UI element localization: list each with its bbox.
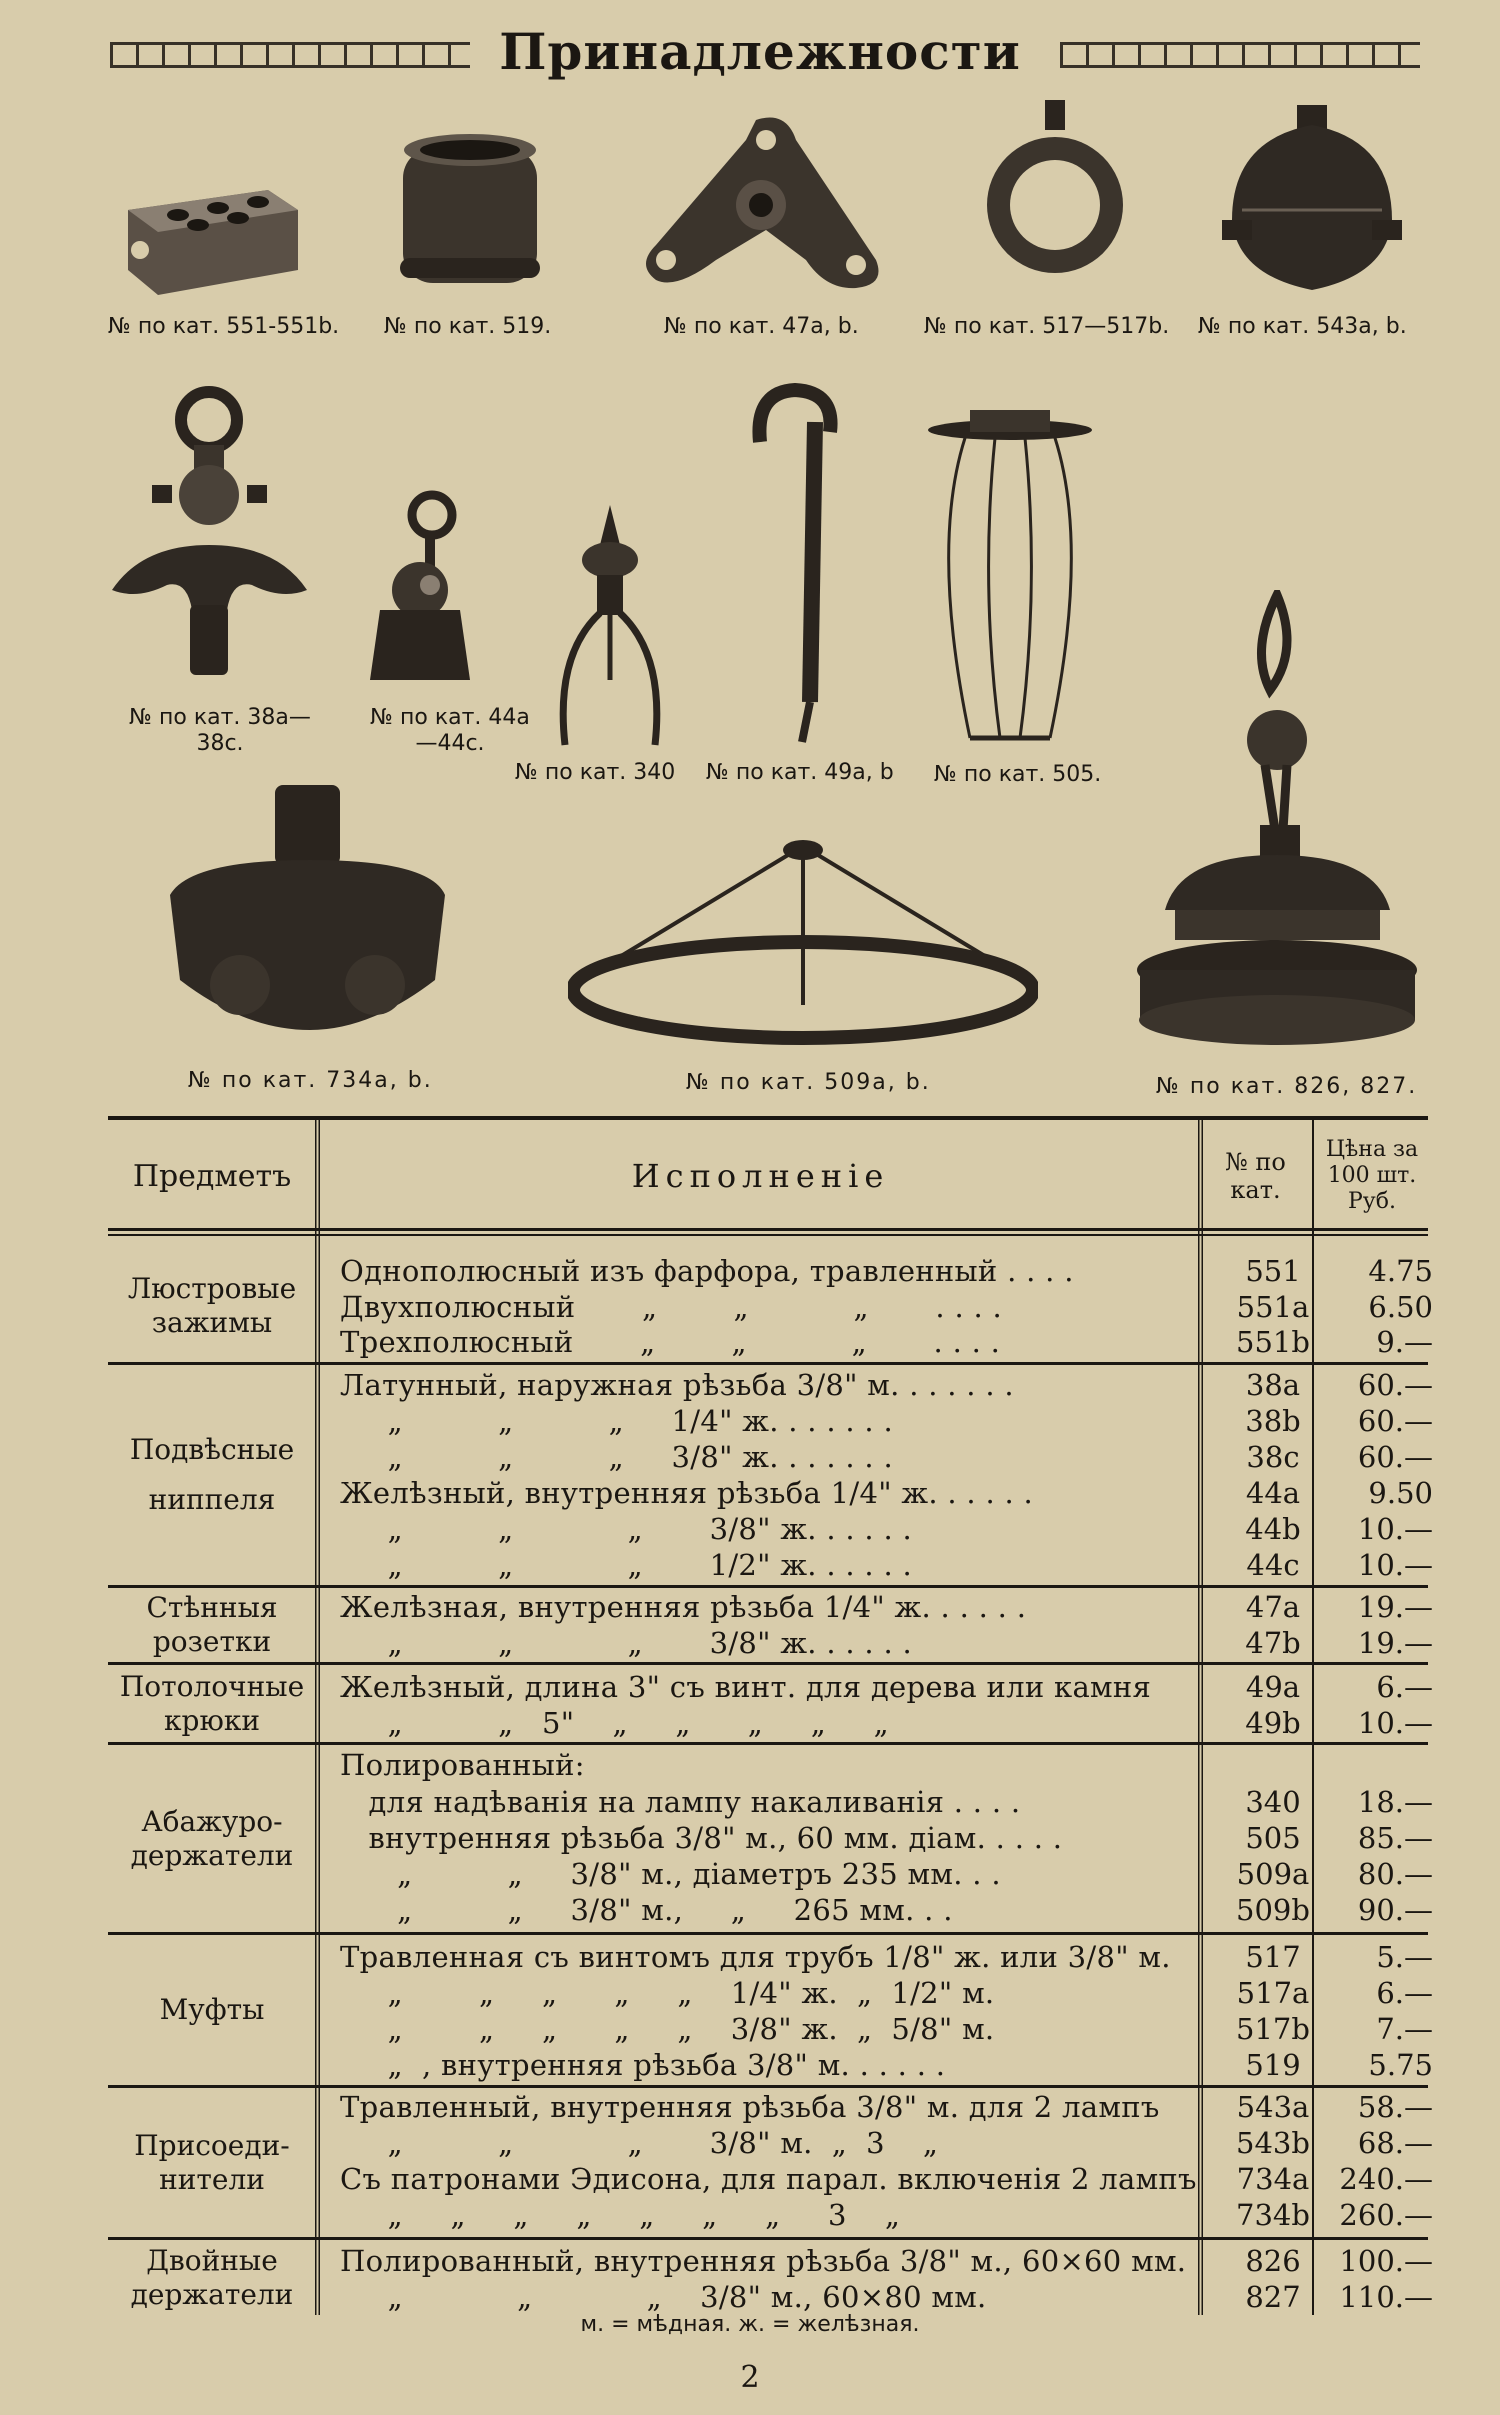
edison-connector-icon	[170, 780, 445, 1035]
table-row: „ „ „ 3/8" ж. . . . . . 47b 19.—	[340, 1626, 1433, 1660]
caption-543: № по кат. 543a, b.	[1198, 314, 1407, 339]
section-label-hanging-nipples: Подвѣсные ниппеля	[129, 1433, 295, 1516]
table-row: „ , внутренняя рѣзьба 3/8" м. . . . . . 519 5.75	[340, 2048, 1433, 2082]
wall-rosette-icon	[636, 110, 886, 295]
caption-734: № по кат. 734a, b.	[188, 1068, 433, 1093]
caption-49: № по кат. 49a, b	[706, 760, 894, 785]
table-row: „ „ „ 3/8" ж. . . . . . 44b 10.—	[340, 1512, 1433, 1546]
table-row: для надѣванія на лампу накаливанія . . . . 340 18.—	[340, 1785, 1433, 1819]
table-row: Желѣзная, внутренняя рѣзьба 1/4" ж. . . . . . 47a 19.—	[340, 1590, 1433, 1624]
sleeve-coupling-icon	[395, 128, 545, 298]
table-header	[108, 1120, 1428, 1232]
table-row: Однополюсный изъ фарфора, травленный . . . . 551 4.75	[340, 1254, 1433, 1288]
section-label-double-holders: Двойные держатели	[130, 2243, 294, 2311]
table-row: „ „ „ 3/8" ж. . . . . . . 38c 60.—	[340, 1440, 1433, 1474]
hanging-nipple-icon	[112, 385, 307, 685]
caption-38: № по кат. 38a—38c.	[129, 705, 311, 756]
footnote-abbreviations: м. = мѣдная. ж. = желѣзная.	[580, 2312, 920, 2337]
table-row: „ „ „ „ „ 1/4" ж. „ 1/2" м. 517a 6.—	[340, 1976, 1433, 2010]
table-row: „ „ „ 3/8" м., 60×80 мм. 827 110.—	[340, 2280, 1433, 2314]
section-label-wall-rosettes: Стѣнныя розетки	[146, 1591, 278, 1658]
terminal-block-icon	[118, 170, 303, 305]
caption-509: № по кат. 509a, b.	[686, 1070, 931, 1095]
section-label-ceiling-hooks: Потолочные крюки	[119, 1669, 305, 1737]
ceiling-hook-icon	[740, 382, 840, 747]
table-row: Полированный:	[340, 1748, 585, 1782]
table-row: Съ патронами Эдисона, для парал. включенія 2 лампъ 734a 240.—	[340, 2162, 1433, 2196]
table-row: „ „ 3/8" м., „ 265 мм. . . 509b 90.—	[340, 1893, 1433, 1927]
header-price: Цѣна за 100 шт. Руб.	[1325, 1137, 1419, 1214]
table-row: „ „ 3/8" м., діаметръ 235 мм. . . 509a 80.—	[340, 1857, 1433, 1891]
caption-47: № по кат. 47a, b.	[664, 314, 859, 339]
caption-551: № по кат. 551-551b.	[108, 314, 340, 339]
table-row: внутренняя рѣзьба 3/8" м., 60 мм. діам. . . . . 505 85.—	[340, 1821, 1433, 1855]
section-label-chandelier-clamps: Люстровые зажимы	[127, 1272, 297, 1339]
table-row: „ „ „ „ „ „ „ 3 „ 734b 260.—	[340, 2198, 1433, 2232]
header-catno: № по кат.	[1225, 1148, 1286, 1204]
table-row: Трехполюсный „ „ „ . . . . 551b 9.—	[340, 1325, 1433, 1359]
caption-826: № по кат. 826, 827.	[1156, 1074, 1418, 1099]
table-row: Травленный, внутренняя рѣзьба 3/8" м. для 2 лампъ 543a 58.—	[340, 2090, 1433, 2124]
double-holder-icon	[1135, 590, 1420, 1060]
ring-coupling-icon	[980, 95, 1130, 295]
price-table	[108, 1120, 1428, 1232]
table-row: „ „ „ „ „ 3/8" ж. „ 5/8" м. 517b 7.—	[340, 2012, 1433, 2046]
header-execution: Исполненіе	[631, 1157, 890, 1195]
ball-connector-icon	[1222, 100, 1402, 300]
table-row: „ „ „ 3/8" м. „ 3 „ 543b 68.—	[340, 2126, 1433, 2160]
wire-shade-holder-icon	[925, 408, 1095, 753]
table-header-rule-2	[108, 1234, 1428, 1236]
caption-505: № по кат. 505.	[934, 762, 1102, 787]
table-row: Латунный, наружная рѣзьба 3/8" м. . . . . . . 38a 60.—	[340, 1368, 1433, 1402]
caption-519: № по кат. 519.	[384, 314, 552, 339]
caption-517: № по кат. 517—517b.	[924, 314, 1170, 339]
table-row: „ „ „ 1/2" ж. . . . . . 44c 10.—	[340, 1548, 1433, 1582]
section-label-connectors: Присоеди-нители	[134, 2128, 290, 2196]
table-row: Травленная съ винтомъ для трубъ 1/8" ж. или 3/8" м. 517 5.—	[340, 1940, 1433, 1974]
table-row: „ „ 5" „ „ „ „ „ 49b 10.—	[340, 1706, 1433, 1740]
page-number: 2	[740, 2360, 760, 2395]
small-nipple-icon	[360, 490, 480, 690]
table-row: Желѣзный, длина 3" съ винт. для дерева или камня 49a 6.—	[340, 1670, 1433, 1704]
table-row: Желѣзный, внутренняя рѣзьба 1/4" ж. . . . . . 44a 9.50	[340, 1476, 1433, 1510]
ring-shade-holder-icon	[568, 830, 1038, 1050]
section-label-shade-holders: Абажуро-держатели	[130, 1804, 294, 1872]
table-row: Двухполюсный „ „ „ . . . . 551a 6.50	[340, 1290, 1433, 1324]
table-row: Полированный, внутренняя рѣзьба 3/8" м., 60×60 мм. 826 100.—	[340, 2244, 1433, 2278]
shade-clip-icon	[555, 505, 665, 750]
ornament-border-right	[1060, 42, 1420, 68]
page-title: Принадлежности	[499, 22, 1021, 81]
table-row: „ „ „ 1/4" ж. . . . . . . 38b 60.—	[340, 1404, 1433, 1438]
page-header	[100, 22, 1420, 92]
header-item: Предметъ	[132, 1158, 292, 1194]
caption-44: № по кат. 44a—44c.	[370, 705, 530, 756]
section-label-couplings: Муфты	[159, 1993, 265, 2026]
caption-340: № по кат. 340	[515, 760, 676, 785]
